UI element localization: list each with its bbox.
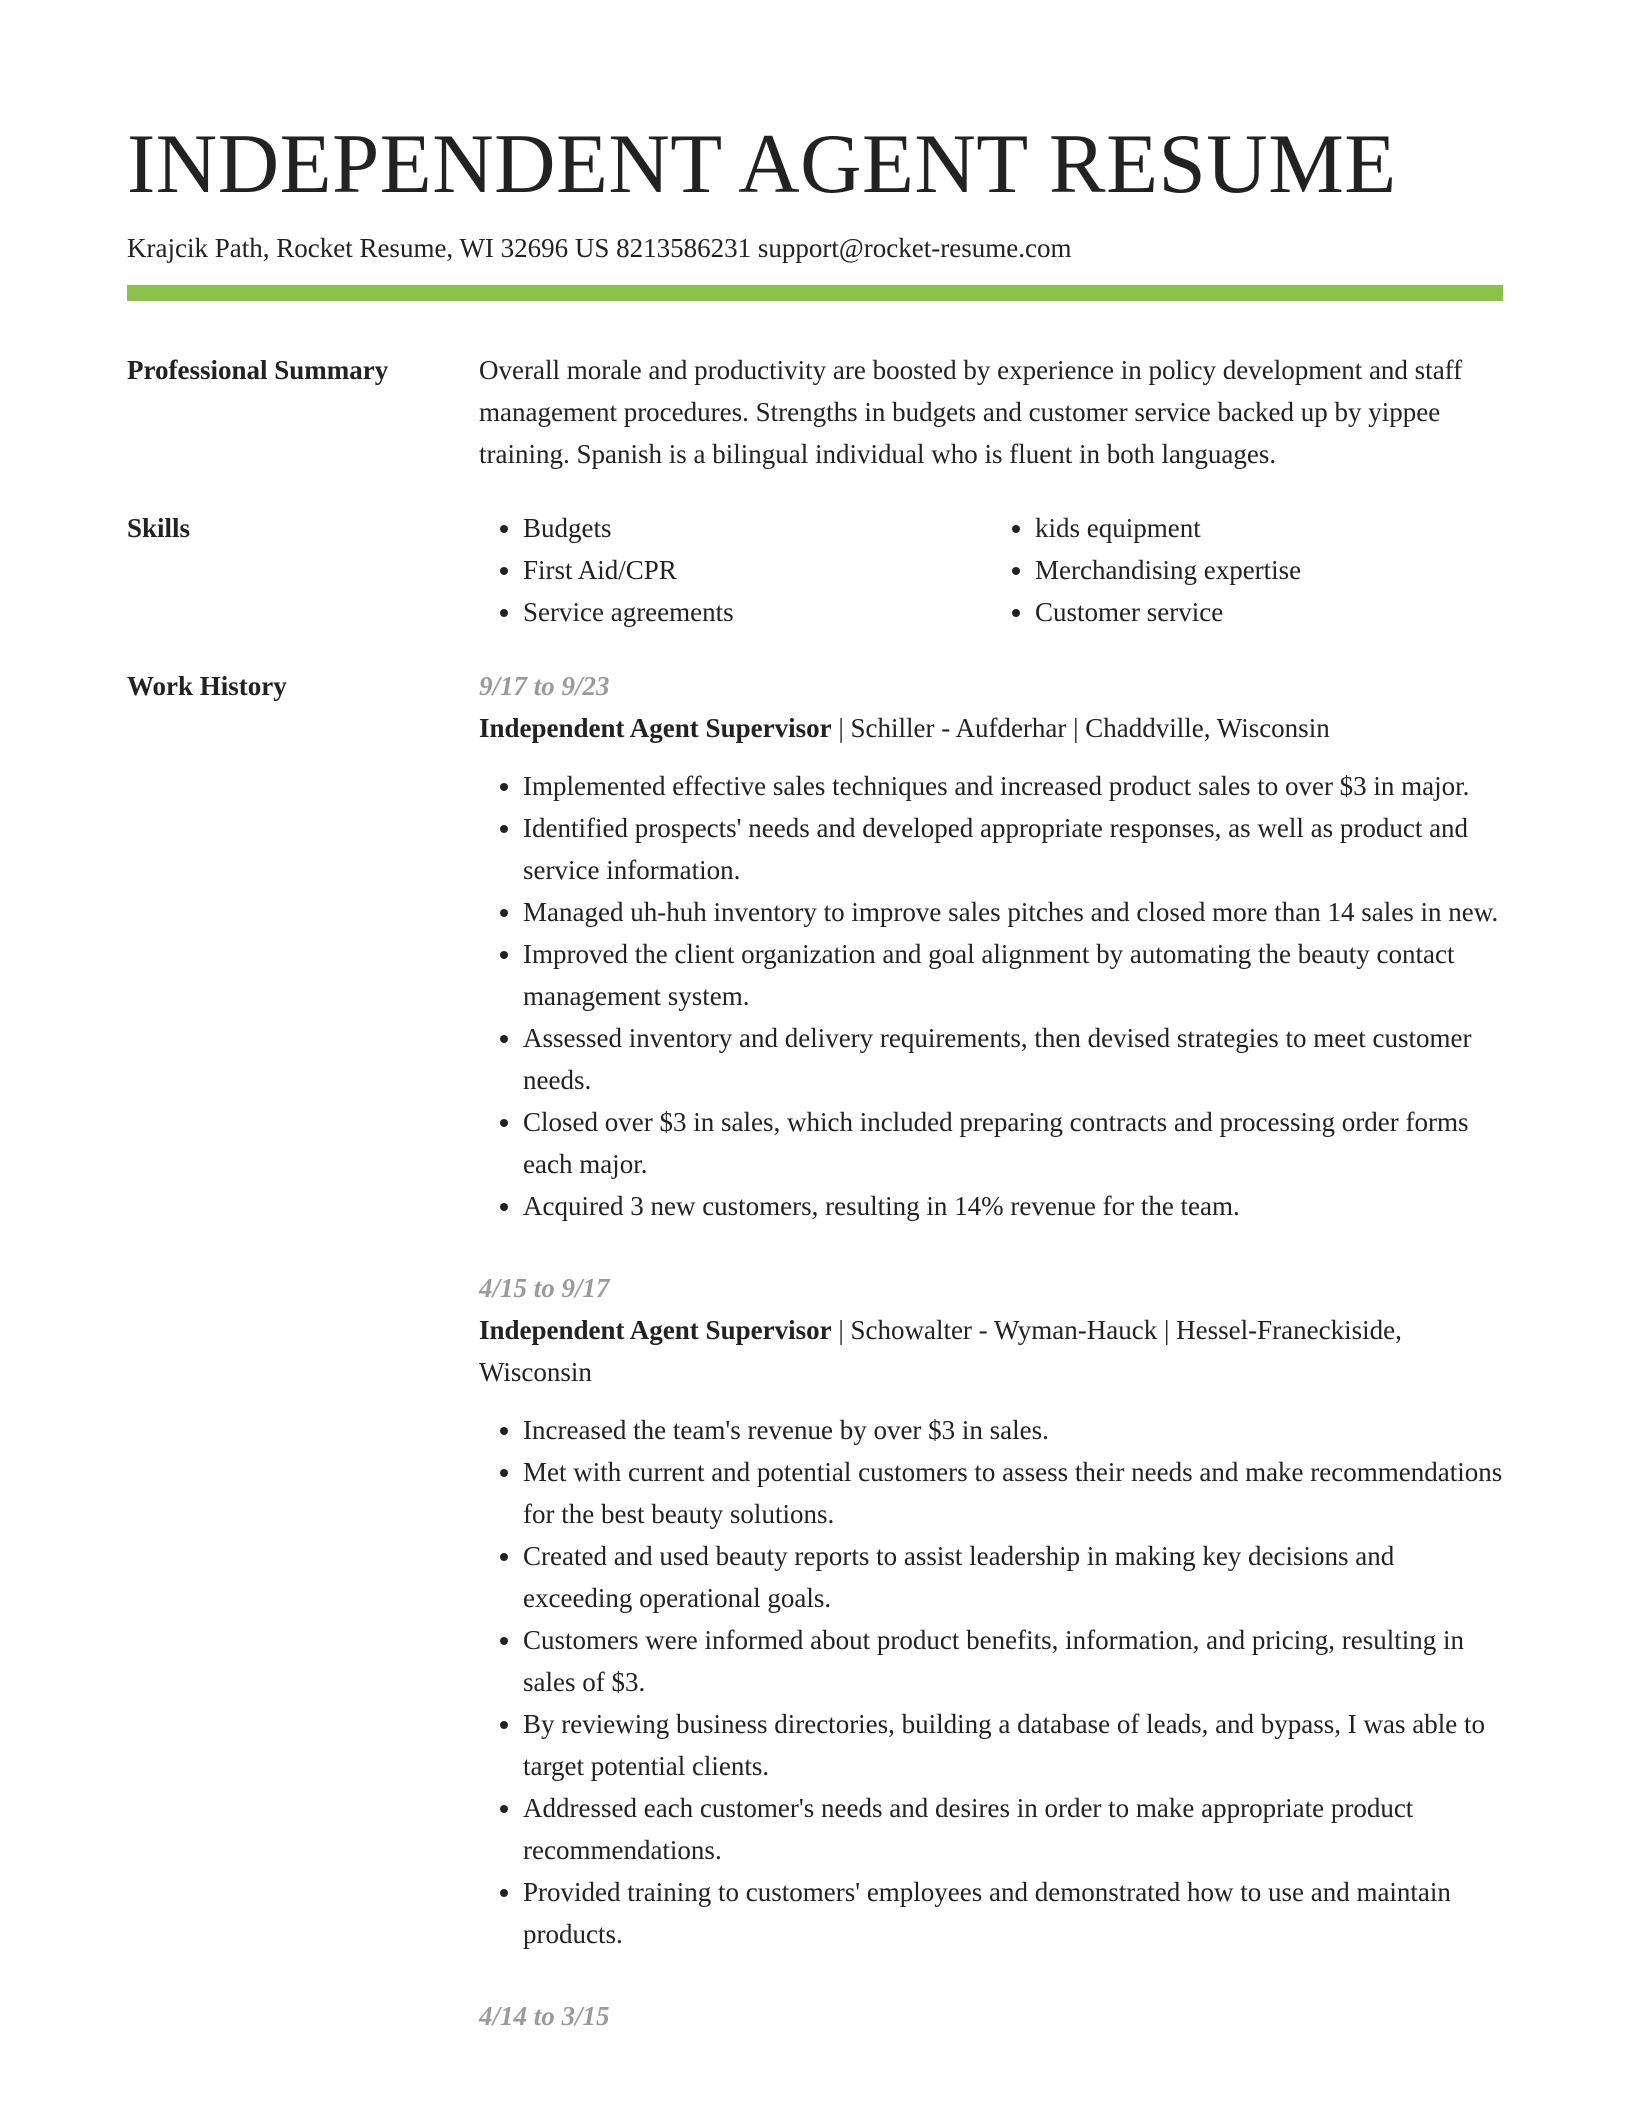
summary-content xyxy=(479,349,1503,475)
summary-section xyxy=(127,349,1503,475)
job-title: Independent Agent Supervisor xyxy=(479,713,832,743)
skills-heading: Skills xyxy=(127,513,191,543)
job-bullet: • Provided training to customers' employees and demonstrated how to use and maintain products. xyxy=(523,1871,1503,1955)
contact-line: Krajcik Path, Rocket Resume, WI 32696 US 8213586231 support@rocket-resume.com xyxy=(127,233,1072,263)
job-details: | Schiller - Aufderhar | Chaddville, Wisconsin xyxy=(831,713,1330,743)
job-entry xyxy=(479,665,1503,1227)
skills-section xyxy=(127,507,1503,633)
job-dates: 4/15 to 9/17 xyxy=(479,1273,610,1303)
skill-item: • Service agreements xyxy=(523,591,991,633)
skills-content xyxy=(479,507,1503,633)
job-bullet: • By reviewing business directories, building a database of leads, and bypass, I was able to target potential clients. xyxy=(523,1703,1503,1787)
work-history-heading: Work History xyxy=(127,671,287,701)
work-history-content xyxy=(479,665,1503,2077)
job-dates: 4/14 to 3/15 xyxy=(479,2001,610,2031)
skill-item: • Merchandising expertise xyxy=(1035,549,1503,591)
skills-list-left xyxy=(479,507,991,633)
job-bullet: • Acquired 3 new customers, resulting in 14% revenue for the team. xyxy=(523,1185,1503,1227)
skill-item: • kids equipment xyxy=(1035,507,1503,549)
job-bullet: • Closed over $3 in sales, which included preparing contracts and processing order forms each major. xyxy=(523,1101,1503,1185)
resume-body xyxy=(127,349,1503,2077)
job-header xyxy=(479,707,1503,749)
job-bullet: • Managed uh-huh inventory to improve sales pitches and closed more than 14 sales in new. xyxy=(523,891,1503,933)
job-dates: 9/17 to 9/23 xyxy=(479,671,610,701)
skill-item: • Customer service xyxy=(1035,591,1503,633)
job-bullet: • Improved the client organization and goal alignment by automating the beauty contact management system. xyxy=(523,933,1503,1017)
spacer xyxy=(127,475,1503,507)
job-bullet: • Met with current and potential customers to assess their needs and make recommendations for the best beauty solutions. xyxy=(523,1451,1503,1535)
summary-text: Overall morale and productivity are boosted by experience in policy development and staff management procedures. Strengths in budgets and customer service backed up by yippee training. Spanish is a bilingual individual who is fluent in both languages. xyxy=(479,355,1463,469)
job-bullet: • Increased the team's revenue by over $3 in sales. xyxy=(523,1409,1503,1451)
job-bullet: • Assessed inventory and delivery requirements, then devised strategies to meet customer needs. xyxy=(523,1017,1503,1101)
job-entry xyxy=(479,1995,1503,2037)
job-header xyxy=(479,1309,1503,1393)
job-bullet: • Implemented effective sales techniques and increased product sales to over $3 in major. xyxy=(523,765,1503,807)
skills-list-right xyxy=(991,507,1503,633)
spacer xyxy=(127,633,1503,665)
job-bullet: • Identified prospects' needs and developed appropriate responses, as well as product and service information. xyxy=(523,807,1503,891)
job-details: | Schowalter - Wyman-Hauck | Hessel-Franeckiside, Wisconsin xyxy=(479,1315,1402,1387)
summary-heading: Professional Summary xyxy=(127,355,389,385)
header-rule xyxy=(127,285,1503,301)
skill-item: • First Aid/CPR xyxy=(523,549,991,591)
job-bullet: • Created and used beauty reports to assist leadership in making key decisions and exceeding operational goals. xyxy=(523,1535,1503,1619)
resume-title: INDEPENDENT AGENT RESUME xyxy=(127,117,1397,211)
job-bullet: • Customers were informed about product benefits, information, and pricing, resulting in sales of $3. xyxy=(523,1619,1503,1703)
skill-item: • Budgets xyxy=(523,507,991,549)
job-bullets xyxy=(479,1409,1503,1955)
work-history-section xyxy=(127,665,1503,2077)
job-bullets xyxy=(479,765,1503,1227)
job-bullet: • Addressed each customer's needs and desires in order to make appropriate product recommendations. xyxy=(523,1787,1503,1871)
job-title: Independent Agent Supervisor xyxy=(479,1315,832,1345)
job-entry xyxy=(479,1267,1503,1955)
